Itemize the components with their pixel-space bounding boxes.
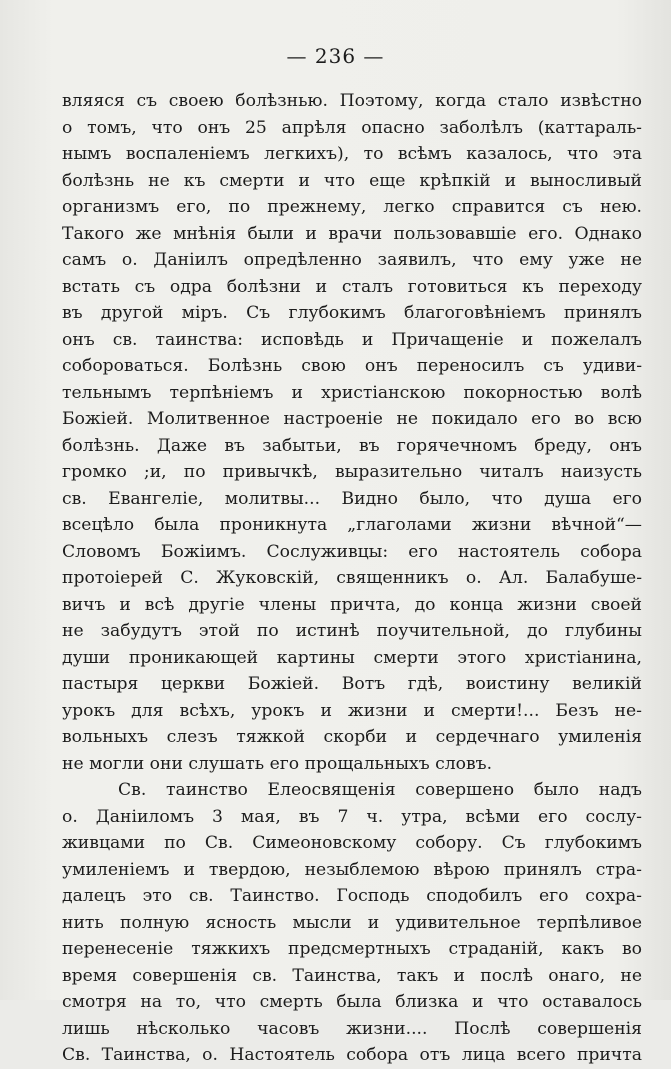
text-line: онъ св. таинства: исповѣдь и Причащеніе и пожелалъ (62, 329, 642, 350)
text-line: не забудутъ этой по истинѣ поучительной, до глубины (62, 621, 642, 641)
text-line: о томъ, что онъ 25 апрѣля опасно заболѣлъ (каттараль- (62, 117, 642, 138)
text-line: всецѣло была проникнута „глаголами жизни вѣчной“— (62, 515, 642, 535)
text-line: собороваться. Болѣзнь свою онъ переносилъ съ удиви- (62, 356, 642, 376)
text-line: протоіерей С. Жуковскій, священникъ о. Ал. Балабуше- (62, 568, 642, 588)
text-line: живцами по Св. Симеоновскому собору. Съ глубокимъ (62, 833, 642, 853)
text-line: урокъ для всѣхъ, урокъ и жизни и смерти!... Безъ не- (62, 700, 642, 721)
text-line: перенесеніе тяжкихъ предсмертныхъ страданій, какъ во (62, 939, 642, 959)
text-line: Св. Таинства, о. Настоятель собора отъ лица всего причта (62, 1045, 642, 1065)
text-line: вольныхъ слезъ тяжкой скорби и сердечнаго умиленія (62, 727, 642, 747)
text-line: Словомъ Божіимъ. Сослуживцы: его настоятель собора (62, 541, 642, 562)
text-line: не могли они слушать его прощальныхъ словъ. (62, 753, 493, 774)
text-line: вляяся съ своею болѣзнью. Поэтому, когда стало извѣстно (62, 91, 642, 111)
text-line: о. Даніиломъ 3 мая, въ 7 ч. утра, всѣми его сослу- (62, 806, 642, 827)
text-line: встать съ одра болѣзни и сталъ готовиться къ переходу (62, 276, 642, 297)
text-line: самъ о. Даніилъ опредѣленно заявилъ, что ему уже не (62, 250, 642, 270)
text-line: организмъ его, по прежнему, легко справится съ нею. (62, 197, 642, 217)
text-line: нымъ воспаленіемъ легкихъ), то всѣмъ казалось, что эта (62, 144, 642, 164)
text-line: души проникающей картины смерти этого христіанина, (62, 647, 642, 668)
text-line: болѣзнь. Даже въ забытьи, въ горячечномъ бреду, онъ (62, 435, 642, 456)
text-line: далецъ это св. Таинство. Господь сподобилъ его сохра- (62, 886, 642, 906)
text-line: пастыря церкви Божіей. Вотъ гдѣ, воистину великій (62, 674, 642, 694)
text-line: смотря на то, что смерть была близка и что оставалось (62, 992, 642, 1012)
text-line: въ другой міръ. Съ глубокимъ благоговѣніемъ принялъ (62, 303, 642, 323)
text-line: нить полную ясность мысли и удивительное терпѣливое (62, 912, 642, 933)
text-line: громко ;и, по привычкѣ, выразительно читалъ наизусть (62, 462, 642, 482)
text-line: умиленіемъ и твердою, незыблемою вѣрою принялъ стра- (62, 859, 642, 880)
text-line: время совершенія св. Таинства, такъ и послѣ онаго, не (62, 965, 642, 986)
body-text (62, 88, 642, 1069)
text-line: св. Евангеліе, молитвы... Видно было, что душа его (62, 488, 642, 509)
text-line: Такого же мнѣнія были и врачи пользовавшіе его. Однако (62, 223, 642, 244)
text-line: Божіей. Молитвенное настроеніе не покидало его во всю (62, 409, 642, 429)
text-line: лишь нѣсколько часовъ жизни.... Послѣ совершенія (62, 1018, 642, 1039)
text-line: Св. таинство Елеосвященія совершено было надъ (118, 780, 642, 800)
text-line: тельнымъ терпѣніемъ и христіанскою покорностью волѣ (62, 382, 642, 403)
page-number: — 236 — (286, 44, 385, 68)
text-line: вичъ и всѣ другіе члены причта, до конца жизни своей (62, 594, 642, 615)
text-line: болѣзнь не къ смерти и что еще крѣпкій и выносливый (62, 170, 642, 191)
